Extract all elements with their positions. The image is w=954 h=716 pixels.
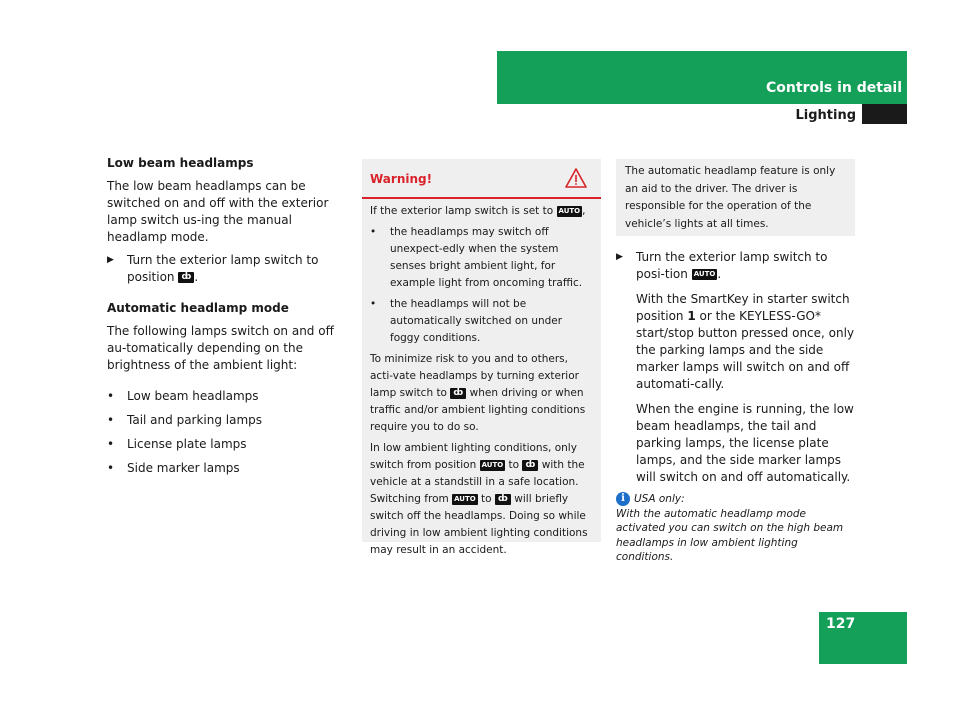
auto-switch-icon: AUTO [558, 206, 581, 215]
list-item: • Low beam headlamps [107, 388, 347, 405]
warning-bullet: • the headlamps may switch off unexpect-edly when the system senses bright ambient light, for example light from oncoming traffic. [370, 224, 592, 292]
left-column [107, 155, 347, 484]
right-column [616, 249, 856, 494]
subsection-title: Lighting [795, 108, 856, 123]
auto-mode-heading: Automatic headlamp mode [107, 301, 289, 315]
subsection-marker [862, 104, 907, 124]
warning-paragraph: In low ambient lighting conditions, only switch from position AUTO to ȸ with the vehicle at a standstill in a safe location. Switching from AUTO to ȸ will briefly switch off the headlamps. Doing so while driving in low ambient lighting conditions may result in an accident. [370, 442, 588, 556]
auto-switch-icon: AUTO [454, 494, 476, 503]
info-icon: i [616, 492, 630, 506]
info-label: USA only: [634, 493, 685, 505]
note-box [616, 159, 855, 236]
low-beam-headlamp-icon: ȸ [178, 272, 194, 283]
info-note [616, 492, 856, 565]
auto-switch-icon: AUTO [693, 270, 716, 278]
header-band [497, 51, 907, 104]
arrow-right-icon: ▶ [616, 252, 623, 262]
section-title: Controls in detail [766, 80, 902, 96]
low-beam-heading: Low beam headlamps [107, 156, 254, 170]
warning-intro: If the exterior lamp switch is set to AUTO , [370, 205, 586, 217]
info-text: With the automatic headlamp mode activated you can switch on the high beam headlamps in low ambient lighting conditions. [616, 507, 844, 563]
auto-mode-paragraph: The following lamps switch on and off au-tomatically depending on the brightness of the ambient light: [107, 324, 334, 372]
low-beam-headlamp-icon: ȸ [450, 388, 466, 399]
warning-bullet: • the headlamps will not be automatically switched on under foggy conditions. [370, 296, 592, 347]
warning-triangle-icon [565, 168, 587, 192]
note-text: The automatic headlamp feature is only an aid to the driver. The driver is responsible for the operation of the vehicle’s lights at all times. [625, 165, 836, 230]
right-paragraph: With the SmartKey in starter switch position 1 or the KEYLESS-GO* start/stop button pressed once, only the parking lamps and the side marker lamps will switch on and off automati-cally. [636, 292, 855, 391]
auto-switch-icon: AUTO [481, 460, 504, 469]
list-item: • License plate lamps [107, 436, 347, 453]
auto-step: ▶ Turn the exterior lamp switch to posi-tion AUTO . [616, 250, 828, 281]
warning-box [362, 159, 601, 556]
low-beam-step: ▶ Turn the exterior lamp switch to position ȸ . [107, 253, 319, 284]
low-beam-headlamp-icon: ȸ [495, 494, 511, 505]
list-item: • Side marker lamps [107, 460, 347, 477]
warning-header [362, 159, 601, 199]
page-number: 127 [826, 616, 856, 632]
low-beam-paragraph: The low beam headlamps can be switched on and off with the exterior lamp switch us-ing the manual headlamp mode. [107, 179, 329, 244]
warning-title: Warning! [370, 172, 433, 186]
low-beam-headlamp-icon: ȸ [522, 460, 538, 471]
arrow-right-icon: ▶ [107, 255, 114, 265]
right-paragraph: When the engine is running, the low beam headlamps, the tail and parking lamps, the license plate lamps, and the side marker lamps will switch on and off automatically. [636, 402, 854, 484]
warning-paragraph: To minimize risk to you and to others, acti-vate headlamps by turning exterior lamp switch to ȸ when driving or when traffic and/or ambient lighting conditions require you to do so. [370, 353, 586, 433]
list-item: • Tail and parking lamps [107, 412, 347, 429]
warning-body [370, 203, 592, 563]
